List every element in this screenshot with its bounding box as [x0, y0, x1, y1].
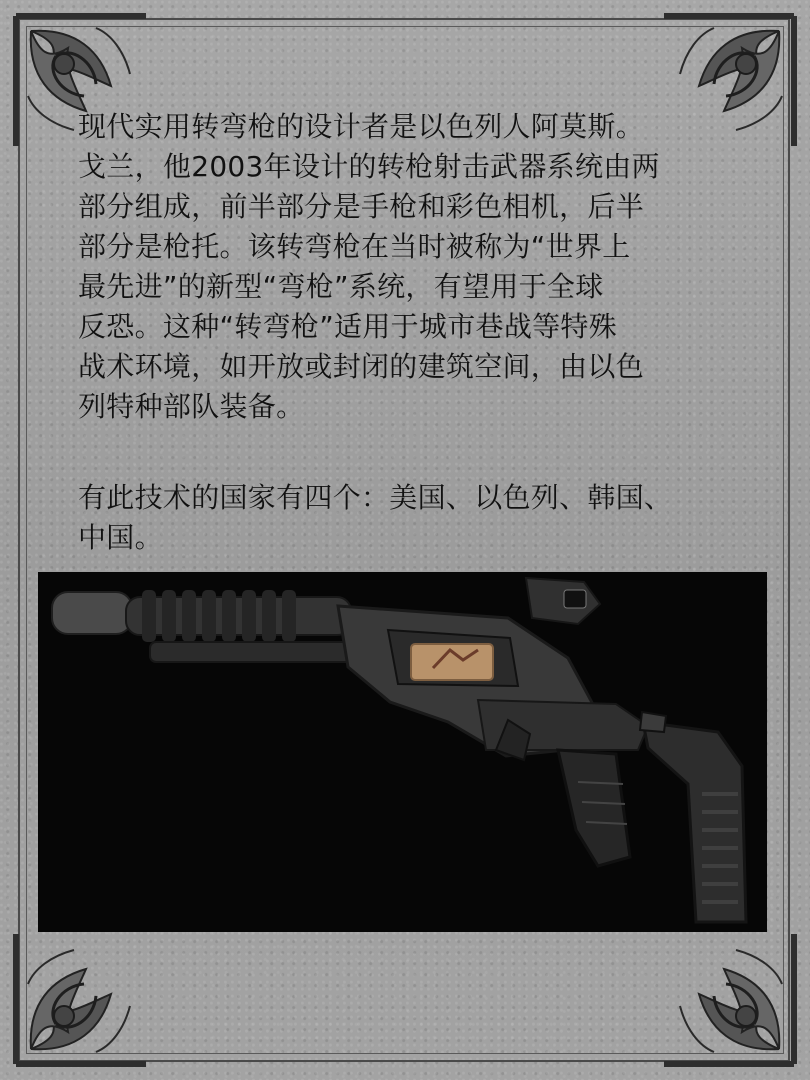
corner-ornament-bottom-right	[654, 924, 804, 1074]
article-paragraph-2: 有此技术的国家有四个：美国、以色列、韩国、 中国。	[78, 481, 673, 554]
corner-ornament-bottom-left	[6, 924, 156, 1074]
weapon-photo	[38, 572, 767, 932]
corner-shot-weapon-image	[38, 572, 767, 932]
article-paragraph-1: 现代实用转弯枪的设计者是以色列人阿莫斯。 戈兰，他2003年设计的转枪射击武器系统由两 部分组成，前半部分是手枪和彩色相机，后半 部分是枪托。该转弯枪在当时被称为“世界上 最先进”的新型“弯枪”系统，有望用于全球 反恐。这种“转弯枪”适用于城市巷战等特殊 战术环境，如开放或封闭的建筑空间，由以色 列特种部队装备。	[78, 110, 660, 423]
